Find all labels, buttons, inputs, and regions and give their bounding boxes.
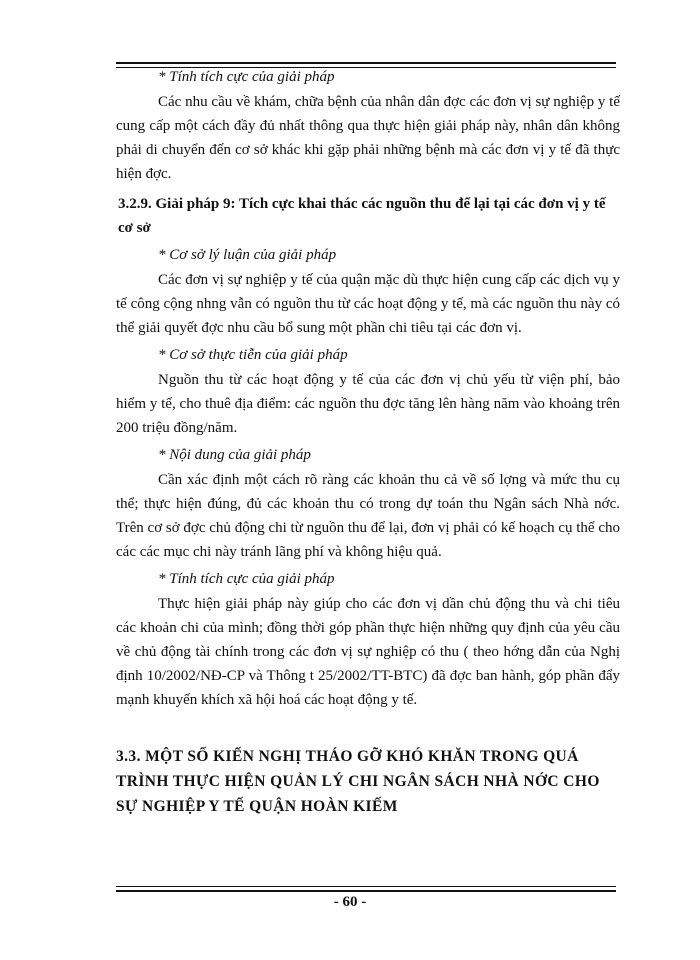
paragraph: Thực hiện giải pháp này giúp cho các đơn vị dần chủ động thu và chi tiêu các khoản chi của mình; đồng thời góp phần thực hiện những quy định của yêu cầu về chủ động tài chính trong các đơn vị sự nghiệp có thu ( theo hớng dẫn của Nghị định 10/2002/NĐ-CP và Thông t 25/2002/TT-BTC) đã đợc ban hành, góp phần đẩy mạnh khuyến khích xã hội hoá các hoạt động y tế. [116, 596, 620, 708]
paragraph: Nguồn thu từ các hoạt động y tế của các đơn vị chủ yếu từ viện phí, bảo hiểm y tế, cho thuê địa điểm: các nguồn thu đợc tăng lên hàng năm vào khoảng trên 200 triệu đồng/năm. [116, 372, 620, 436]
section-3-3-heading: 3.3. MỘT SỐ KIẾN NGHỊ THÁO GỠ KHÓ KHĂN TRONG QUÁ TRÌNH THỰC HIỆN QUẢN LÝ CHI NGÂN SÁCH NHÀ NỚC CHO SỰ NGHIỆP Y TẾ QUẬN HOÀN KIẾM [116, 748, 600, 815]
paragraph: Các nhu cầu về khám, chữa bệnh của nhân dân đợc các đơn vị sự nghiệp y tế cung cấp một cách đầy đủ nhất thông qua thực hiện giải pháp này, nhân dân không phải di chuyển đến cơ sở khác khi gặp phải những bệnh mà các đơn vị y tế đã thực hiện đợc. [116, 94, 620, 182]
footer-rule [116, 886, 616, 892]
subheading-positive-effect: * Tính tích cực của giải pháp [158, 69, 335, 85]
page-number: - 60 - [333, 894, 367, 910]
subheading-positive-effect: * Tính tích cực của giải pháp [158, 571, 335, 587]
subheading-practical-basis: * Cơ sở thực tiễn của giải pháp [158, 347, 348, 363]
paragraph: Các đơn vị sự nghiệp y tế của quận mặc dù thực hiện cung cấp các dịch vụ y tế công cộng nhng vẫn có nguồn thu từ các hoạt động y tế, mà các nguồn thu này có thể giải quyết đợc nhu cầu bổ sung một phần chi tiêu tại các đơn vị. [116, 272, 620, 336]
subheading-content: * Nội dung của giải pháp [158, 447, 311, 463]
page-content [116, 66, 620, 819]
solution-9-heading: 3.2.9. Giải pháp 9: Tích cực khai thác các nguồn thu để lại tại các đơn vị y tế cơ sở [118, 196, 606, 236]
subheading-theoretical-basis: * Cơ sở lý luận của giải pháp [158, 247, 337, 263]
paragraph: Cần xác định một cách rõ ràng các khoản thu cả về số lợng và mức thu cụ thể; thực hiện đúng, đủ các khoản thu có trong dự toán thu Ngân sách Nhà nớc. Trên cơ sở đợc chủ động chi từ nguồn thu để lại, đơn vị phải có kế hoạch cụ thể cho các các mục chi này tránh lãng phí và không hiệu quả. [116, 472, 620, 560]
